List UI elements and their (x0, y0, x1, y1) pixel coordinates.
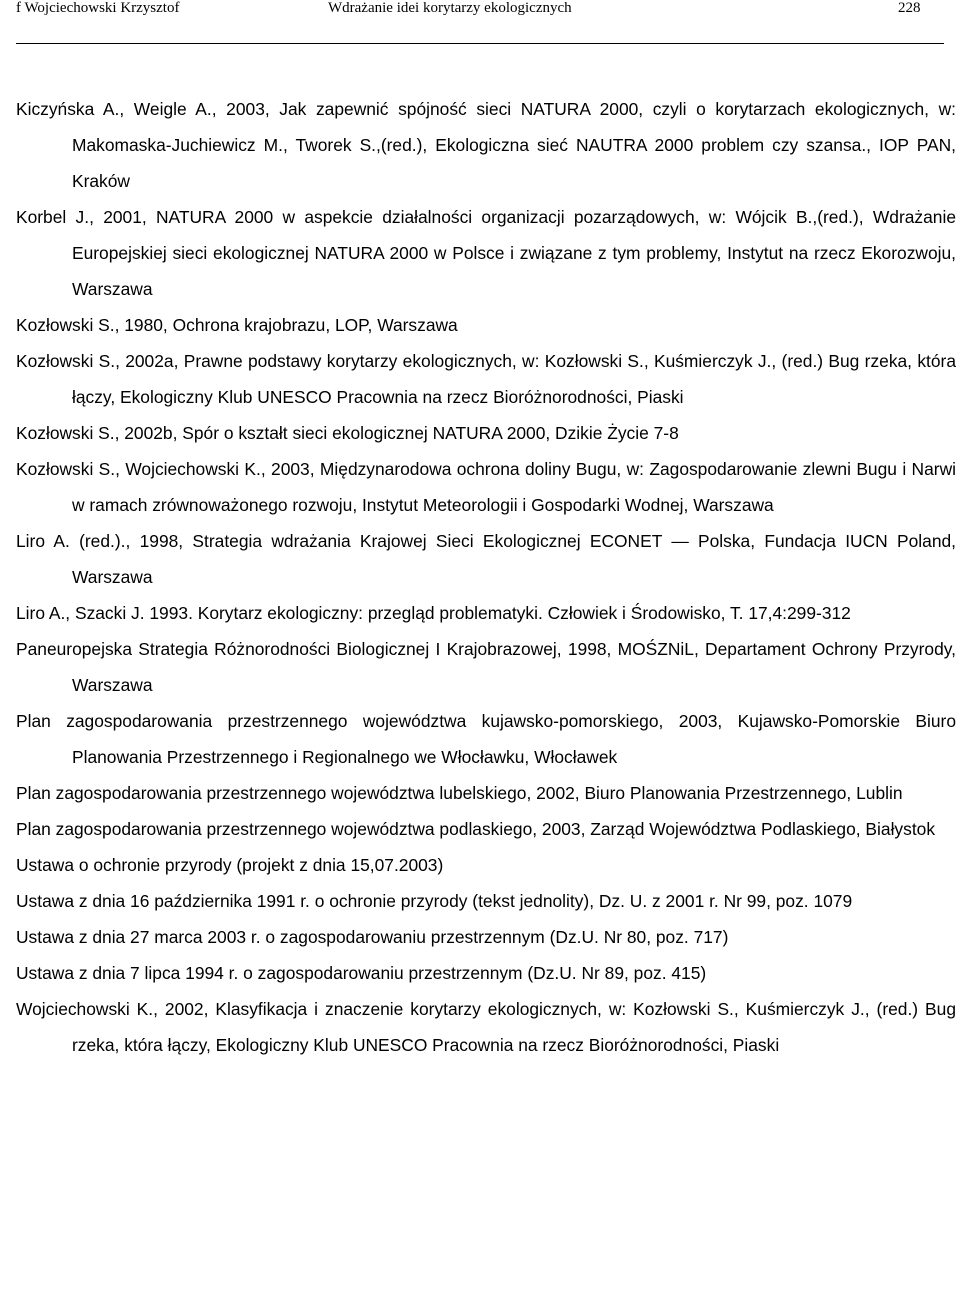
reference-entry: Plan zagospodarowania przestrzennego województwa lubelskiego, 2002, Biuro Planowania Przestrzennego, Lublin (16, 783, 903, 803)
reference-entry: Ustawa z dnia 7 lipca 1994 r. o zagospodarowaniu przestrzennym (Dz.U. Nr 89, poz. 415) (16, 963, 707, 983)
page-header (0, 0, 960, 44)
reference-entry: Kozłowski S., 2002b, Spór o kształt sieci ekologicznej NATURA 2000, Dzikie Życie 7-8 (16, 423, 679, 443)
header-author: f Wojciechowski Krzysztof (16, 0, 180, 16)
reference-entry: Ustawa z dnia 27 marca 2003 r. o zagospodarowaniu przestrzennym (Dz.U. Nr 80, poz. 717) (16, 927, 729, 947)
reference-entry: Liro A., Szacki J. 1993. Korytarz ekologiczny: przegląd problematyki. Człowiek i Środowisko, T. 17,4:299-312 (16, 603, 851, 623)
reference-entry: Kozłowski S., 2002a, Prawne podstawy korytarzy ekologicznych, w: Kozłowski S., Kuśmierczyk J., (red.) Bug rzeka, która łączy, Ekologiczny Klub UNESCO Pracownia na rzecz Bioróżnorodności, Piaski (16, 351, 956, 407)
reference-entry: Paneuropejska Strategia Różnorodności Biologicznej I Krajobrazowej, 1998, MOŚZNiL, Departament Ochrony Przyrody, Warszawa (16, 639, 956, 695)
page-number: 228 (898, 0, 921, 16)
reference-entry: Wojciechowski K., 2002, Klasyfikacja i znaczenie korytarzy ekologicznych, w: Kozłowski S., Kuśmierczyk J., (red.) Bug rzeka, która łączy, Ekologiczny Klub UNESCO Pracownia na rzecz Bioróżnorodności, Piaski (16, 999, 956, 1055)
header-title: Wdrażanie idei korytarzy ekologicznych (328, 0, 572, 16)
reference-entry: Ustawa z dnia 16 października 1991 r. o ochronie przyrody (tekst jednolity), Dz. U. z 2001 r. Nr 99, poz. 1079 (16, 891, 853, 911)
reference-entry: Korbel J., 2001, NATURA 2000 w aspekcie działalności organizacji pozarządowych, w: Wójcik B.,(red.), Wdrażanie Europejskiej sieci ekologicznej NATURA 2000 w Polsce i związane z tym problemy, Instytut na rzecz Ekorozwoju, Warszawa (16, 207, 956, 299)
reference-entry: Ustawa o ochronie przyrody (projekt z dnia 15,07.2003) (16, 855, 444, 875)
reference-entry: Plan zagospodarowania przestrzennego województwa kujawsko-pomorskiego, 2003, Kujawsko-Pomorskie Biuro Planowania Przestrzennego i Regionalnego we Włocławku, Włocławek (16, 711, 956, 767)
reference-entry: Kiczyńska A., Weigle A., 2003, Jak zapewnić spójność sieci NATURA 2000, czyli o korytarzach ekologicznych, w: Makomaska-Juchiewicz M., Tworek S.,(red.), Ekologiczna sieć NAUTRA 2000 problem czy szansa., IOP PAN, Kraków (16, 99, 956, 191)
bibliography-list (16, 91, 956, 1063)
reference-entry: Kozłowski S., 1980, Ochrona krajobrazu, LOP, Warszawa (16, 315, 458, 335)
reference-entry: Plan zagospodarowania przestrzennego województwa podlaskiego, 2003, Zarząd Województwa Podlaskiego, Białystok (16, 819, 936, 839)
reference-entry: Kozłowski S., Wojciechowski K., 2003, Międzynarodowa ochrona doliny Bugu, w: Zagospodarowanie zlewni Bugu i Narwi w ramach zrównoważonego rozwoju, Instytut Meteorologii i Gospodarki Wodnej, Warszawa (16, 459, 956, 515)
reference-entry: Liro A. (red.)., 1998, Strategia wdrażania Krajowej Sieci Ekologicznej ECONET — Polska, Fundacja IUCN Poland, Warszawa (16, 531, 956, 587)
header-divider (16, 43, 944, 44)
